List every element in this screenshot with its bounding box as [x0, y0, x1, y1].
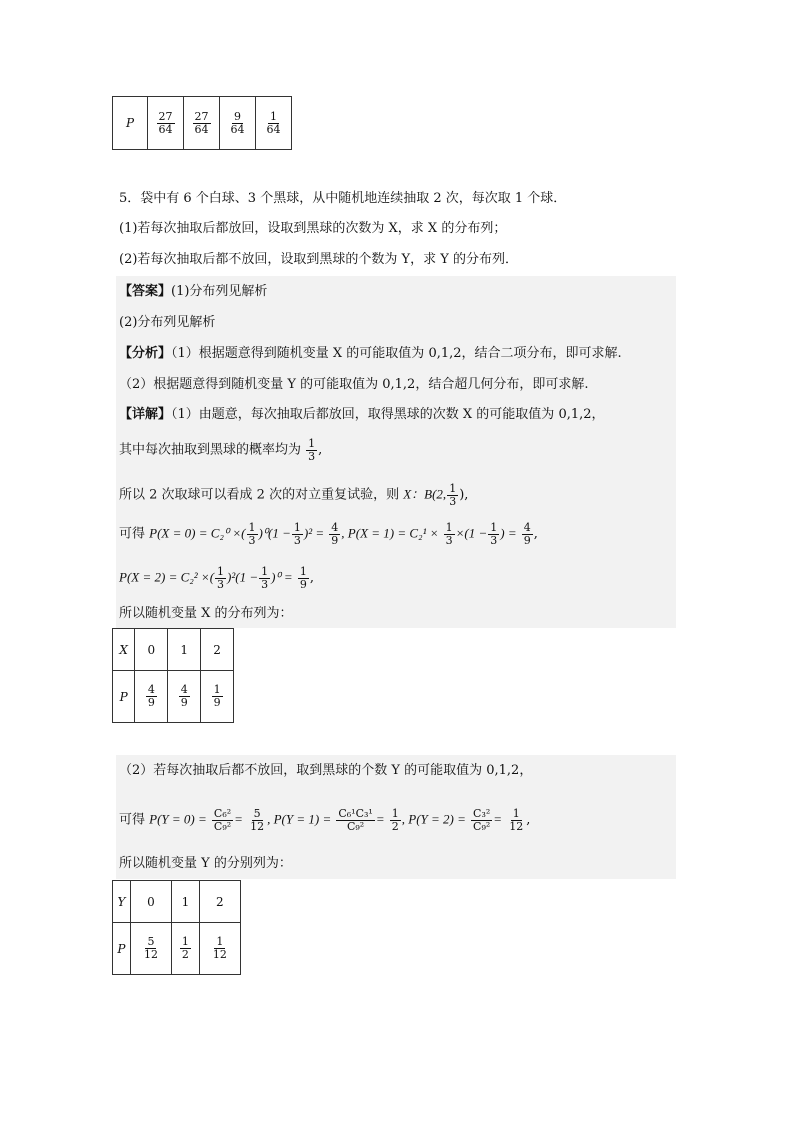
- y-prob-cell: $\frac{1}{12}$: [199, 923, 240, 975]
- x-prob-cell: $\frac{1}{9}$: [201, 671, 234, 723]
- top-probability-table: [112, 96, 292, 150]
- x-prob-cell: $\frac{4}{9}$: [168, 671, 201, 723]
- detail-line6: 所以随机变量 X 的分布列为：: [119, 606, 293, 621]
- detail-line3: 所以 2 次取球可以看成 2 次的对立重复试验，则 X：B(2, $\frac{1}{3}$ ),: [119, 482, 469, 508]
- problem-part1: (1)若每次抽取后都放回，设取到黑球的次数为 X，求 X 的分布列；: [119, 221, 507, 236]
- p-label: P: [113, 671, 135, 723]
- part2-line1: （2）若每次抽取后都不放回，取到黑球的个数 Y 的可能取值为 0,1,2，: [119, 763, 533, 778]
- y-value: 2: [199, 881, 240, 923]
- analysis-line2: （2）根据题意得到随机变量 Y 的可能取值为 0,1,2，结合超几何分布，即可求解.: [119, 377, 589, 392]
- prob-cell: $\frac{1}{64}$: [256, 97, 292, 150]
- prob-cell: $\frac{27}{64}$: [184, 97, 220, 150]
- x-distribution-table: [112, 628, 234, 723]
- part2-line2: 可得 P(Y = 0) = $\frac{\text{C₆²}}{\text{C₉²}}$ = $\frac{5}{12}$ , P(Y = 1) = $\frac{\text{C₆¹C₃¹}}{\text{C₉²}}$ = $\frac{1}{2}$ , P(Y = 2) = $\frac{\text{C₃²}}{\text{C₉²}}$ = $\frac{1}{12}$ ,: [119, 807, 531, 833]
- y-header-label: Y: [113, 881, 131, 923]
- answer-line2: (2)分布列见解析: [119, 315, 216, 330]
- prob-cell: $\frac{9}{64}$: [220, 97, 256, 150]
- detail-line2: 其中每次抽取到黑球的概率均为 $\frac{1}{3}$ ,: [119, 437, 323, 463]
- problem-stem: 5．袋中有 6 个白球、3 个黑球，从中随机地连续抽取 2 次，每次取 1 个球．: [119, 191, 567, 206]
- detail-line1: 【详解】（1）由题意，每次抽取后都放回，取得黑球的次数 X 的可能取值为 0,1,2，: [119, 407, 605, 422]
- x-value: 0: [135, 629, 168, 671]
- x-value: 1: [168, 629, 201, 671]
- y-value: 0: [130, 881, 171, 923]
- p-label: P: [113, 97, 148, 150]
- p-label: P: [113, 923, 131, 975]
- prob-cell: $\frac{27}{64}$: [148, 97, 184, 150]
- detail-line4: 可得 P(X = 0) = C₂⁰ ×( $\frac{1}{3}$ )⁰(1 − $\frac{1}{3}$ )² = $\frac{4}{9}$ , P(X = 1) = C₂¹ × $\frac{1}{3}$ ×(1 − $\frac{1}{3}$ ) = $\frac{4}{9}$ ,: [119, 521, 538, 547]
- detail-line5: P(X = 2) = C₂² ×( $\frac{1}{3}$ )²(1 − $\frac{1}{3}$ )⁰ = $\frac{1}{9}$ ,: [119, 565, 314, 591]
- answer-line1: 【答案】(1)分布列见解析: [119, 284, 268, 299]
- y-prob-cell: $\frac{1}{2}$: [172, 923, 200, 975]
- analysis-line1: 【分析】（1）根据题意得到随机变量 X 的可能取值为 0,1,2，结合二项分布，即可求解.: [119, 346, 622, 361]
- problem-part2: (2)若每次抽取后都不放回，设取到黑球的个数为 Y，求 Y 的分布列．: [119, 252, 518, 267]
- y-distribution-table: [112, 880, 241, 975]
- x-header-label: X: [113, 629, 135, 671]
- x-value: 2: [201, 629, 234, 671]
- y-value: 1: [172, 881, 200, 923]
- y-prob-cell: $\frac{5}{12}$: [130, 923, 171, 975]
- x-prob-cell: $\frac{4}{9}$: [135, 671, 168, 723]
- part2-line3: 所以随机变量 Y 的分别列为：: [119, 856, 292, 871]
